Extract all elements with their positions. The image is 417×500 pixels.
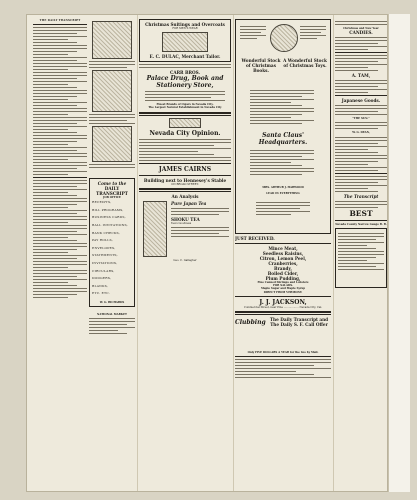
received-heading: JUST RECEIVED. [235,236,275,241]
illustration [143,201,167,257]
opinion-heading: Nevada City Opinion. [149,129,221,137]
column-1b [89,19,135,489]
timetable [335,228,387,288]
received-item: Cranberries, [268,261,298,266]
clubbing-ad: Clubbing The Daily Transcript and The Daily S. F. Call Offer [235,317,329,328]
received-item: Fine Canned Shrimps and Lobsters [257,281,309,284]
received-item: Citron, Lemon Peel, [259,256,307,261]
dulac-ad: Christmas Suitings and Overcoats FOR MEN'S WEAR E. C. DULAC, Merchant Tailor. [139,19,231,62]
column-text [33,27,87,175]
jackson-heading: J. J. JACKSON, [259,298,307,306]
job-office-item: BUSINESS CARDS, [92,215,126,220]
job-office-item: BALL INVITATIONS, [92,222,128,227]
job-office-item: RECEIPTS, [92,200,112,205]
job-office-ad: Come to the DAILY TRANSCRIPT JOB OFFICE RECEIPTS, BILL PROGRAMS, BUSINESS CARDS, BALL INVITATIONS, BANK CHECKS, PAY ROLLS, ENVELOPES, STATEMENTS, INVITATIONS, CIRCULARS, DODGERS, BLANKS, ETC. ETC. W. G. RICHARDS [89,178,135,307]
job-office-item: BLANKS, [92,283,108,288]
job-office-item: STATEMENTS, [92,253,118,258]
job-office-item: PAY ROLLS, [92,238,113,243]
job-office-item: ENVELOPES, [92,245,116,250]
masthead: THE DAILY TRANSCRIPT [39,19,81,22]
job-office-item: ETC. ETC. [92,291,110,296]
candies-heading: CANDIES. [349,30,373,36]
column-3: Wonderful Stock of Christmas Books. A Wonderful Stock of Christmas Toys. Santa Claus' Headquarters. MRS. ARTHUR J. HARWOOD LEAD IN EVERYTHING JUST RECEIVED. Mince Meat, Seedless Raisins, Citron, Lemon Peel, Cranberries, Brandy, Boiled Cider, Plum Pudding, Fine Canned Shrimps and Lobsters FOR SALADS. Maple Sugar and Maple Syrup DIRECT FROM VERMONT. J. J. JACKSON, Commercial Street, near Pine .................. Nevada City, Cal. Clubbing The Daily Transcript and The Daily S. F. Call Offer Only FIVE DOLLARS A YEAR for the two by Mail. [235,19,331,489]
analysis-heading: An Analysis [171,193,199,199]
job-office-item: DODGERS, [92,276,112,281]
job-office-item: BANK CHECKS, [92,230,120,235]
received-item: Seedless Raisins, [262,251,304,256]
job-office-list [92,199,132,298]
column-2: Christmas Suitings and Overcoats FOR MEN'S WEAR E. C. DULAC, Merchant Tailor. CARR BROS. Palace Drug, Book and Stationery Store, Finest Brands of Cigars in Nevada City. The Largest Natural Establishment in Nevada City Nevada City Opinion. JAMES CAIRNS Building next to Hennesey's Stable ON BROAD STREET. An Analysis Pure Japan Tea SHOKU TEA Tea's Goodness Geo. C. Gallagher [139,19,231,489]
received-item: DIRECT FROM VERMONT. [263,290,303,294]
carr-ad: CARR BROS. Palace Drug, Book and Stationery Store, Finest Brands of Cigars in Nevada City. The Largest Natural Establishment in Nevada City [146,70,224,110]
market-heading: NATIONAL MARKET [97,313,127,317]
illustration [169,118,201,128]
illustration [92,70,132,112]
received-item: Brandy, [274,266,292,271]
column-1 [33,19,87,489]
illustration [92,126,132,162]
margin-strip [388,14,410,492]
received-item: Plum Pudding, [265,276,301,281]
received-item: Mince Meat, [268,246,298,251]
received-item: Boiled Cider, [267,271,299,276]
job-office-item: CIRCULARS, [92,268,115,273]
cairns-heading: JAMES CAIRNS [158,165,212,173]
received-item: Maple Sugar and Maple Syrup [260,287,306,291]
illustration [270,24,298,52]
column-4: Christmas and New Year CANDIES. A. TAM, Japanese Goods. "THE SUN." W. G. DEAN, The Transcript BEST Nevada County Narrow Gauge R. R. [335,19,387,489]
harwood-ad: Wonderful Stock of Christmas Books. A Wonderful Stock of Christmas Toys. Santa Claus' Headquarters. MRS. ARTHUR J. HARWOOD LEAD IN EVERYTHING [235,19,331,234]
job-office-item: BILL PROGRAMS, [92,207,124,212]
received-list [235,246,331,294]
newspaper-page [26,14,388,492]
job-office-item: INVITATIONS, [92,260,118,265]
illustration [92,21,132,59]
received-item: FOR SALADS. [273,284,293,288]
illustration [162,32,208,52]
